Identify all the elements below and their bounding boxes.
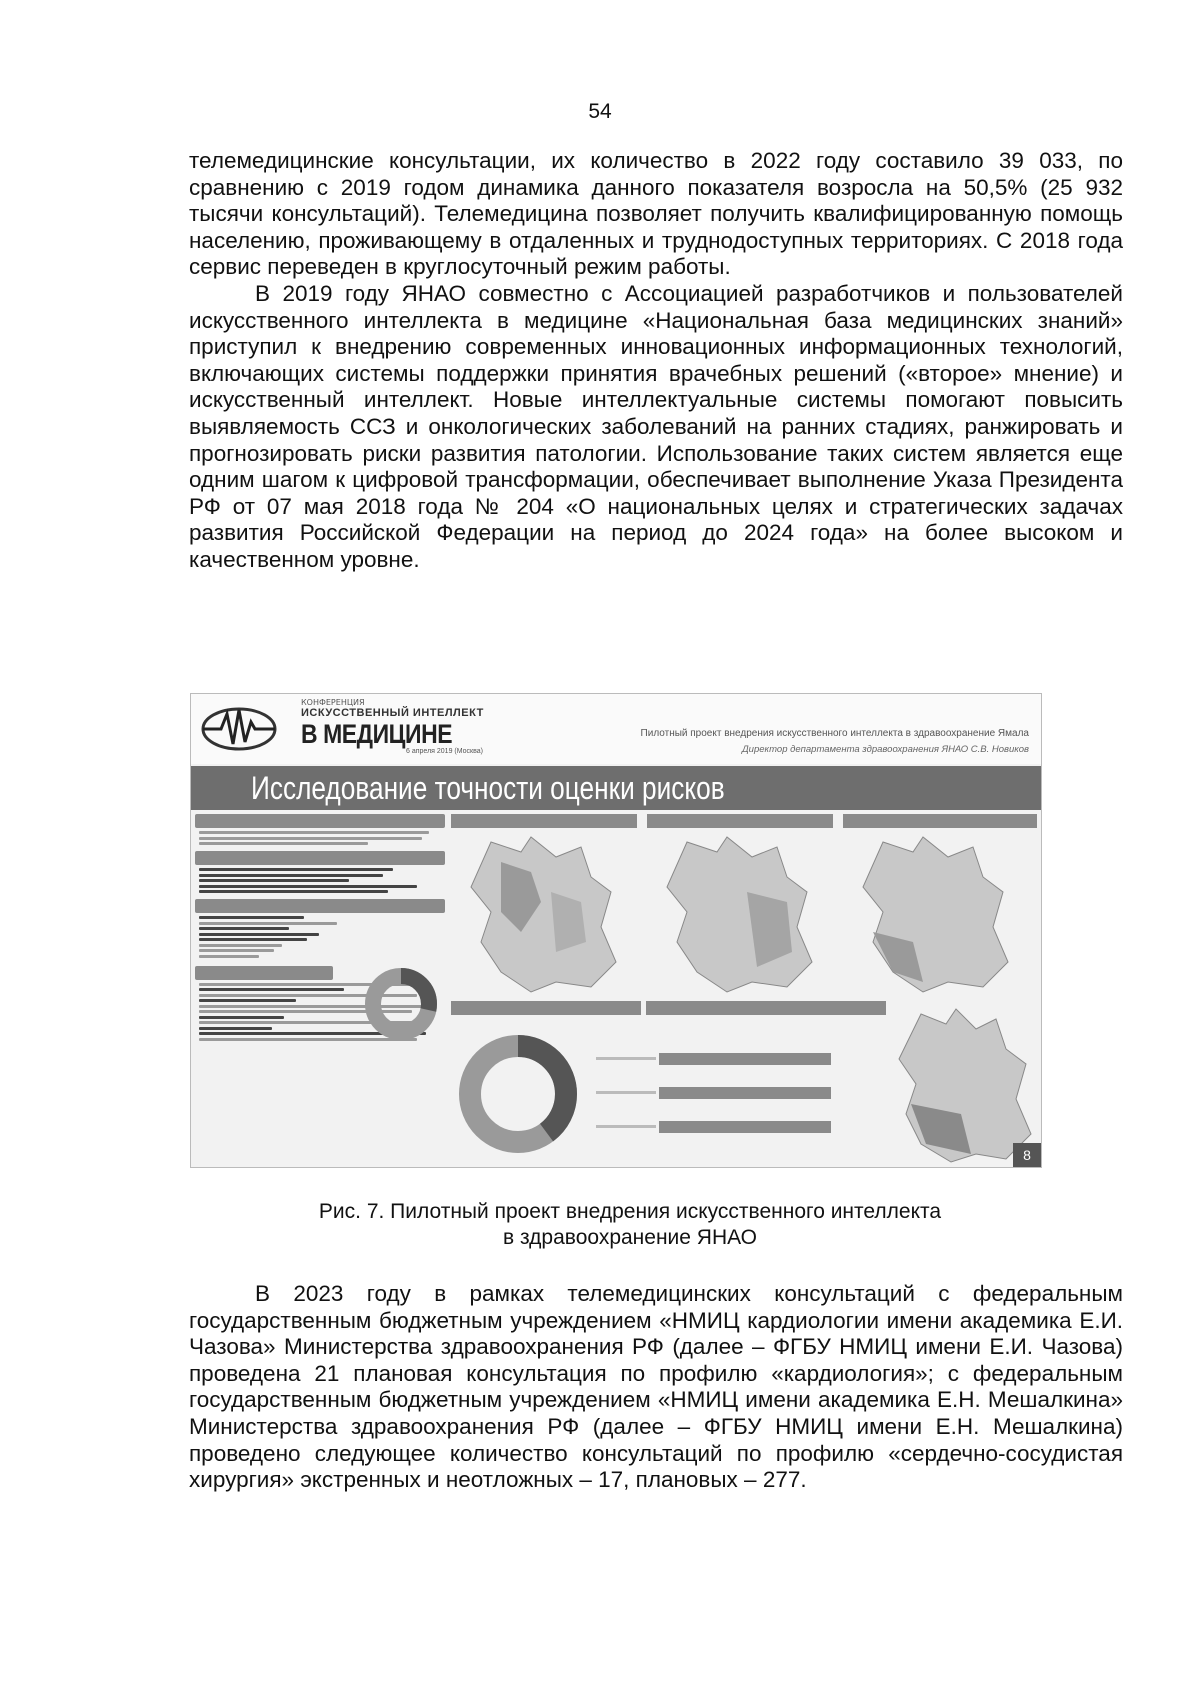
logo-date: 6 апреля 2019 (Москва) xyxy=(406,748,483,755)
slide-title-bar xyxy=(191,766,1041,810)
section-text xyxy=(199,916,349,958)
map-tab xyxy=(451,814,637,828)
slide-title: Исследование точности оценки рисков xyxy=(251,770,725,806)
bar-chart xyxy=(596,1029,886,1159)
slide-number: 8 xyxy=(1013,1143,1041,1167)
region-map-icon xyxy=(891,1004,1037,1164)
map-tab xyxy=(843,814,1037,828)
region-maps xyxy=(451,814,1037,999)
figure-slide xyxy=(190,693,1042,1168)
section-header xyxy=(451,1001,641,1015)
region-map-icon xyxy=(657,832,827,994)
slide-header xyxy=(191,694,1041,764)
caption-line1: Рис. 7. Пилотный проект внедрения искусственного интеллекта xyxy=(318,1200,942,1223)
bar xyxy=(659,1053,831,1065)
caption-line2: в здравоохранение ЯНАО xyxy=(503,1226,757,1249)
logo-line1: ИСКУССТВЕННЫЙ ИНТЕЛЛЕКТ xyxy=(301,707,484,719)
region-map-icon xyxy=(461,832,631,994)
figure-caption xyxy=(0,1199,1200,1251)
paragraph-telemedicine: телемедицинские консультации, их количество в 2022 году составило 39 033, по сравнению с 2019 годом динамика данного показателя возросла на 50,5% (25 932 тысячи консультаций). Телемедицина позволяет получить квалифицированную помощь населению, проживающему в отдаленных и труднодоступных территориях. С 2018 года сервис переведен в круглосуточный режим работы. xyxy=(189,148,1123,280)
section-header xyxy=(646,1001,886,1015)
section-header xyxy=(195,966,333,980)
paragraph-consultations-2023: В 2023 году в рамках телемедицинских консультаций с федеральным государственным бюджетным учреждением «НМИЦ кардиологии имени академика Е.И. Чазова» Министерства здравоохранения РФ (далее – ФГБУ НМИЦ имени Е.И. Чазова) проведена 21 плановая консультация по профилю «кардиология»; с федеральным государственным бюджетным учреждением «НМИЦ имени академика Е.Н. Мешалкина» Министерства здравоохранения РФ (далее – ФГБУ НМИЦ имени Е.Н. Мешалкина) проведено следующее количество консультаций по профилю «сердечно-сосудистая хирургия» экстренных и неотложных – 17, плановых – 277. xyxy=(189,1281,1123,1493)
map-tab xyxy=(647,814,833,828)
paragraph-ai-2019: В 2019 году ЯНАО совместно с Ассоциацией разработчиков и пользователей искусственного интеллекта в медицине «Национальная база медицинских знаний» приступил к внедрению современных инновационных информационных технологий, включающих системы поддержки принятия врачебных решений («второе» мнение) и искусственный интеллект. Новые интеллектуальные системы помогают повысить выявляемость ССЗ и онкологических заболеваний на ранних стадиях, ранжировать и прогнозировать риски развития патологии. Использование таких систем является еще одним шагом к цифровой трансформации, обеспечивает выполнение Указа Президента РФ от 07 мая 2018 года № 204 «О национальных целях и стратегических задачах развития Российской Федерации на период до 2024 года» на более высоком и качественном уровне. xyxy=(189,280,1123,572)
section-text xyxy=(199,831,441,845)
text-block-bottom xyxy=(189,1281,1123,1494)
heartbeat-logo-icon xyxy=(199,704,279,754)
donut-chart-icon xyxy=(361,964,441,1044)
page-number: 54 xyxy=(588,100,612,123)
slide-left-column xyxy=(195,814,445,1164)
text-block-top xyxy=(189,148,1123,574)
logo-small-text: КОНФЕРЕНЦИЯ xyxy=(301,698,365,707)
bar xyxy=(659,1121,831,1133)
section-header xyxy=(195,899,445,913)
region-map-icon xyxy=(853,832,1023,994)
logo-line2: В МЕДИЦИНЕ xyxy=(301,719,453,749)
section-text xyxy=(199,868,441,893)
section-header xyxy=(195,814,445,828)
slide-director: Директор департамента здравоохранения ЯНАО С.В. Новиков xyxy=(741,744,1029,755)
donut-chart-icon xyxy=(453,1029,583,1159)
section-header xyxy=(195,851,445,865)
bar xyxy=(659,1087,831,1099)
slide-subtitle: Пилотный проект внедрения искусственного интеллекта в здравоохранение Ямала xyxy=(640,728,1029,739)
